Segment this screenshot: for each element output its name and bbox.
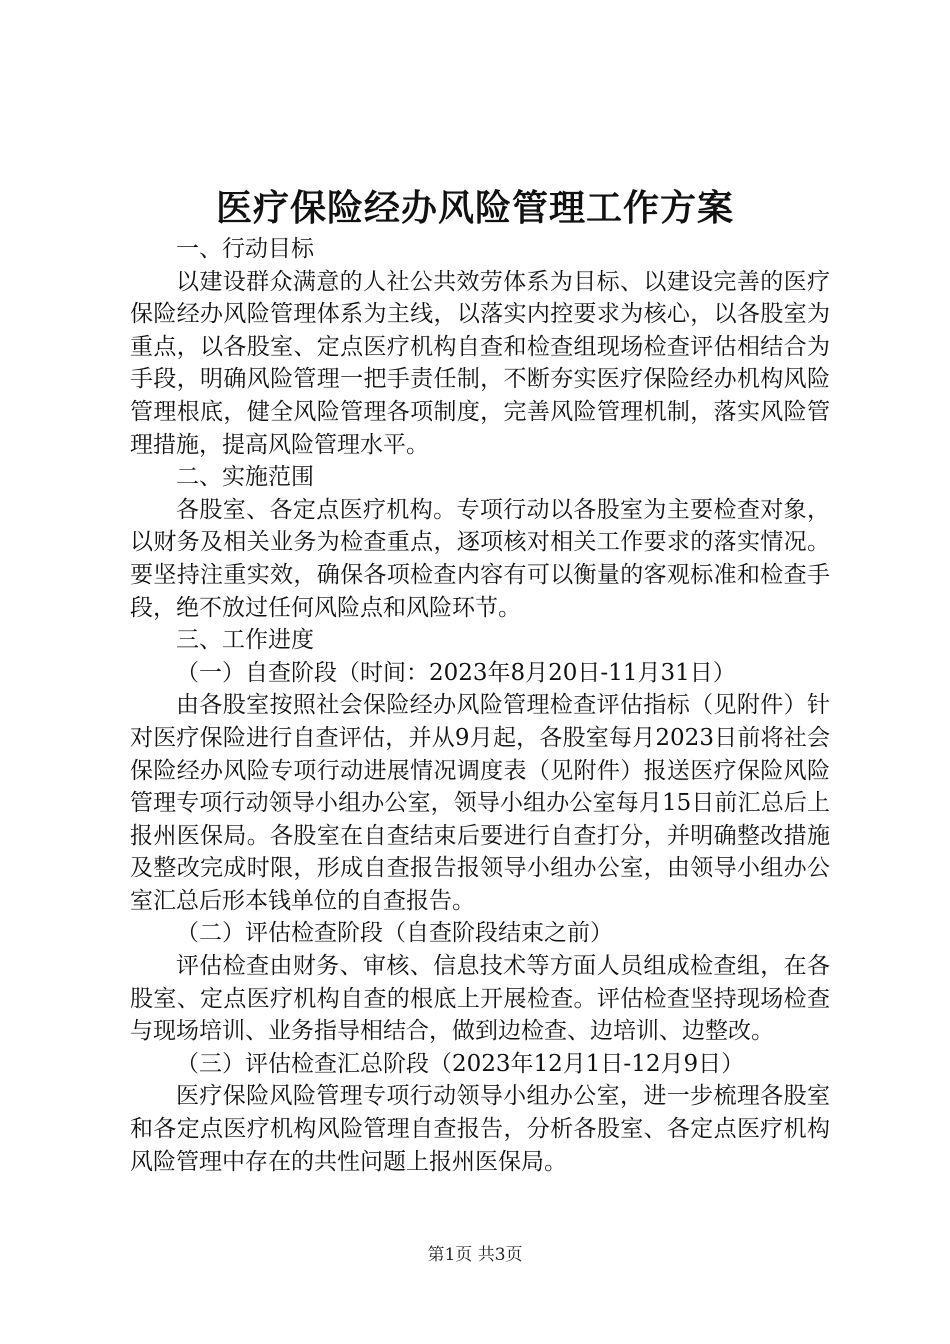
subsection-heading-self-check: （一）自查阶段（时间：2023年8月20日-11月31日） xyxy=(176,659,736,686)
document-title: 医疗保险经办风险管理工作方案 xyxy=(215,187,734,229)
section-heading-goals: 一、行动目标 xyxy=(176,236,314,262)
page-number-footer: 第1页 共3页 xyxy=(427,1245,523,1265)
section-heading-scope: 二、实施范围 xyxy=(176,464,314,491)
subsection-paragraph-summary: 医疗保险风险管理专项行动领导小组办公室，进一步梳理各股室和各定点医疗机构风险管理自查报告，分析各股室、各定点医疗机构风险管理中存在的共性问题上报州医保局。 xyxy=(130,1083,830,1175)
subsection-paragraph-self-check: 由各股室按照社会保险经办风险管理检查评估指标（见附件）针对医疗保险进行自查评估，并从9月起，各股室每月2023日前将社会保险经办风险专项行动进展情况调度表（见附件）报送医疗保险风险管理专项行动领导小组办公室，领导小组办公室每月15日前汇总后上报州医保局。各股室在自查结束后要进行自查打分，并明确整改措施及整改完成时限，形成自查报告报领导小组办公室，由领导小组办公室汇总后形本钱单位的自查报告。 xyxy=(130,692,830,914)
section-paragraph-goals: 以建设群众满意的人社公共效劳体系为目标、以建设完善的医疗保险经办风险管理体系为主线，以落实内控要求为核心，以各股室为重点，以各股室、定点医疗机构自查和检查组现场检查评估相结合为手段，明确风险管理一把手责任制，不断夯实医疗保险经办机构风险管理根底，健全风险管理各项制度，完善风险管理机制，落实风险管理措施，提高风险管理水平。 xyxy=(130,268,830,458)
subsection-paragraph-evaluation: 评估检查由财务、审核、信息技术等方面人员组成检查组，在各股室、定点医疗机构自查的根底上开展检查。评估检查坚持现场检查与现场培训、业务指导相结合，做到边检查、边培训、边整改。 xyxy=(130,953,830,1045)
subsection-heading-evaluation: （二）评估检查阶段（自查阶段结束之前） xyxy=(176,920,613,947)
subsection-heading-summary: （三）评估检查汇总阶段（2023年12月1日-12月9日） xyxy=(176,1050,745,1077)
section-heading-progress: 三、工作进度 xyxy=(176,627,314,654)
section-paragraph-scope: 各股室、各定点医疗机构。专项行动以各股室为主要检查对象，以财务及相关业务为检查重点，逐项核对相关工作要求的落实情况。要坚持注重实效，确保各项检查内容有可以衡量的客观标准和检查手段，绝不放过任何风险点和风险环节。 xyxy=(130,496,830,621)
document-body xyxy=(130,233,830,1178)
